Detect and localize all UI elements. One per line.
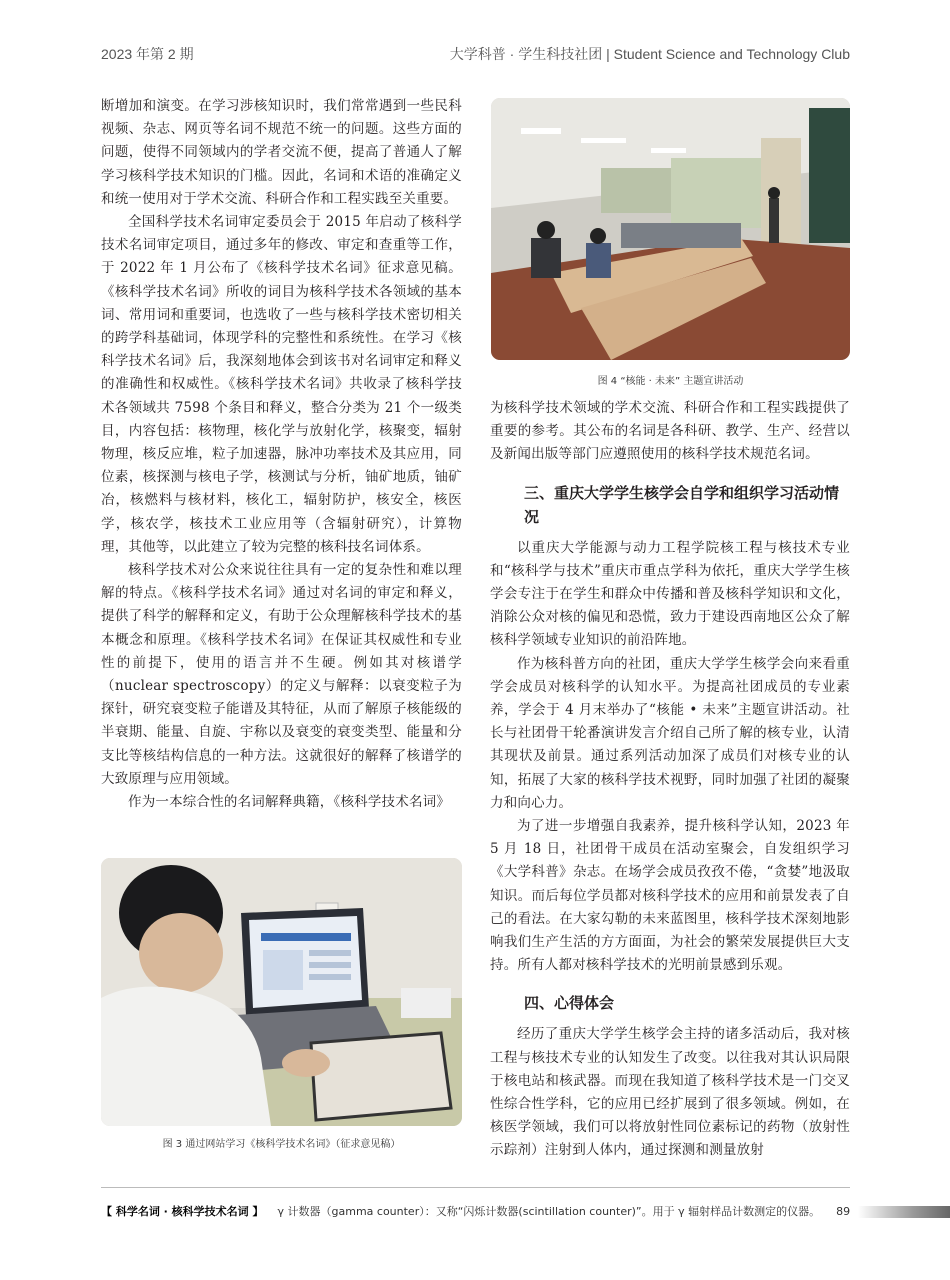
page-number: 89 (836, 1205, 851, 1218)
paragraph: 断增加和演变。在学习涉核知识时，我们常常遇到一些民科视频、杂志、网页等名词不规范不统一的问题。这些方面的问题，使得不同领域内的学者交流不便，提高了普通人了解学习核科学技术知识的门槛。因此，名词和术语的准确定义和统一使用对于学术交流、科研合作和工程实践至关重要。 (101, 98, 462, 207)
paragraph: 核科学技术对公众来说往往具有一定的复杂性和难以理解的特点。《核科学技术名词》通过对名词的审定和释义，提供了科学的解释和定义，有助于公众理解核科学技术的基本概念和原理。《核科学技术名词》在保证其权威性和专业性的前提下，使用的语言并不生硬。例如其对核谱学（nuclear spectroscopy）的定义与解释：以衰变粒子为探针，研究衰变粒子能谱及其特征，从而了解原子核能级的半衰期、能量、自旋、宇称以及衰变的衰变类型、能量和分支比等核结构信息的一种方法。这就很好的解释了核谱学的大致原理与应用领域。 (101, 562, 462, 787)
paragraph: 以重庆大学能源与动力工程学院核工程与核技术专业和“核科学与技术”重庆市重点学科为依托，重庆大学学生核学会专注于在学生和群众中传播和普及核科学知识和文化，消除公众对核的偏见和恐慌，致力于建设西南地区公众了解核科学领域专业知识的前沿阵地。 (490, 539, 850, 649)
footer-note: γ 计数器（gamma counter）：又称“闪烁计数器(scintillation counter)”。用于 γ 辐射样品计数测定的仪器。 (277, 1205, 821, 1218)
footer-divider (101, 1187, 850, 1188)
right-column (490, 397, 850, 1163)
figure-3-caption: 图 3 通过网站学习《核科学技术名词》（征求意见稿） (162, 1139, 401, 1150)
footer-tag: 【 科学名词 · 核科学技术名词 】 (101, 1205, 264, 1218)
issue-label: 2023 年第 2 期 (101, 46, 194, 62)
figure-4-photo (491, 98, 850, 360)
paragraph: 经历了重庆大学学生核学会主持的诸多活动后，我对核工程与核技术专业的认知发生了改变。以往我对其认识局限于核电站和核武器。而现在我知道了核科学技术是一门交叉性综合性学科，它的应用已经扩展到了很多领域。例如，在核医学领域，我们可以将放射性同位素标记的药物（放射性示踪剂）注射到人体内，通过探测和测量放射 (490, 1026, 850, 1159)
footer (101, 1202, 950, 1222)
page-bar (858, 1206, 950, 1218)
paragraph: 作为一本综合性的名词解释典籍，《核科学技术名词》 (128, 794, 451, 811)
section-4-title: 四、心得体会 (524, 994, 615, 1013)
column-title: 大学科普 · 学生科技社团 | Student Science and Technology Club (449, 46, 850, 62)
paragraph: 全国科学技术名词审定委员会于 2015 年启动了核科学技术名词审定项目，通过多年的修改、审定和查重等工作，于 2022 年 1 月公布了《核科学技术名词》征求意见稿。《核科学技术名词》所收的词目为核科学技术各领域的基本词、常用词和重要词，也选收了一些与核科学技术密切相关的跨学科基础词，体现学科的完整性和系统性。在学习《核科学技术名词》后，我深刻地体会到该书对名词审定和释义的准确性和权威性。《核科学技术名词》共收录了核科学技术各领域共 7598 个条目和释义，整合分类为 21 个一级类目，内容包括：核物理，核化学与放射化学，核聚变，辐射物理，核反应堆，粒子加速器，脉冲功率技术及其应用，同位素，核探测与核电子学，核测试与分析，铀矿地质，铀矿冶，核燃料与核材料，核化工，辐射防护，核安全，核医学，核农学，核技术工业应用等（含辐射研究），计算物理，其他等，以此建立了较为完整的核科技名词体系。 (101, 214, 462, 555)
figure-3-photo (101, 858, 462, 1126)
paragraph: 作为核科普方向的社团，重庆大学学生核学会向来看重学会成员对核科学的认知水平。为提高社团成员的专业素养，学会于 4 月末举办了“核能 • 未来”主题宣讲活动。社长与社团骨干轮番演讲发言介绍自己所了解的核专业，认清其现状及前景。通过系列活动加深了成员们对核专业的认知，拓展了大家的核科学技术视野，同时加强了社团的凝聚力和向心力。 (490, 655, 850, 811)
left-column (101, 95, 462, 814)
paragraph: 为了进一步增强自我素养，提升核科学认知，2023 年 5 月 18 日，社团骨干成员在活动室聚会，自发组织学习《大学科普》杂志。在场学会成员孜孜不倦，“贪婪”地汲取知识。而后每位学员都对核科学技术的应用和前景发表了自己的看法。在大家勾勒的未来蓝图里，核科学技术深刻地影响我们生产生活的方方面面，为社会的繁荣发展提供巨大支持。所有人都对核科学技术的光明前景感到乐观。 (490, 818, 850, 974)
paragraph: 为核科学技术领域的学术交流、科研合作和工程实践提供了重要的参考。其公布的名词是各科研、教学、生产、经营以及新闻出版等部门应遵照使用的核科学技术规范名词。 (490, 400, 850, 463)
section-3-title: 三、重庆大学学生核学会自学和组织学习活动情况 (524, 483, 840, 526)
figure-4-caption: 图 4 “核能 · 未来” 主题宣讲活动 (597, 376, 744, 387)
